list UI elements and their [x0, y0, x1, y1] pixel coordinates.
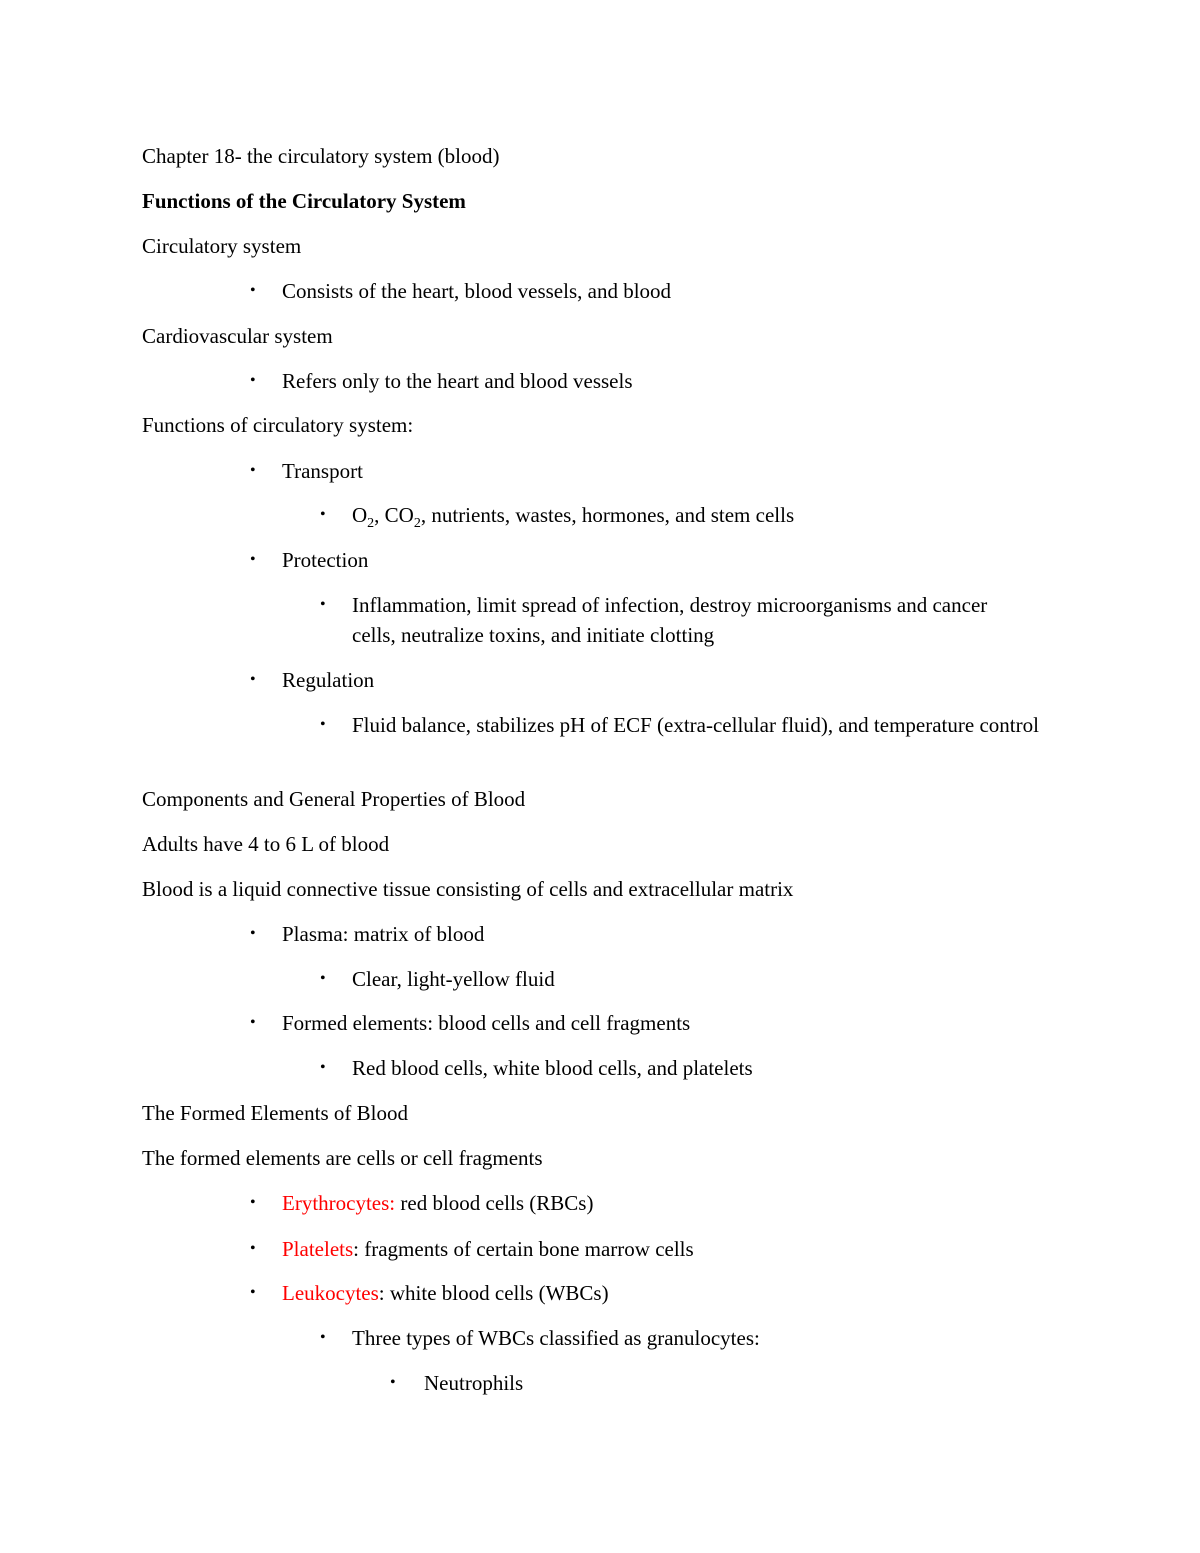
bullet-icon: • — [250, 1194, 256, 1211]
highlighted-term: Erythrocytes: — [282, 1191, 396, 1215]
bullet-icon: • — [250, 925, 256, 942]
chapter-title: Chapter 18- the circulatory system (blood) — [142, 144, 500, 168]
bullet-icon: • — [320, 596, 326, 613]
functions-label: Functions of circulatory system: — [142, 413, 414, 437]
list-item-protection: Protection — [282, 548, 369, 572]
list-item-formed-detail: Red blood cells, white blood cells, and platelets — [352, 1056, 753, 1080]
list-item-erythrocytes — [282, 1188, 593, 1218]
bullet-icon: • — [250, 1240, 256, 1257]
bullet-icon: • — [250, 372, 256, 389]
list-item: Consists of the heart, blood vessels, and blood — [282, 279, 672, 303]
list-item-plasma: Plasma: matrix of blood — [282, 922, 485, 946]
list-item-protection-detail: Inflammation, limit spread of infection, destroy microorganisms and cancer cells, neutralize toxins, and initiate clotting — [352, 593, 988, 647]
list-item-regulation-detail: Fluid balance, stabilizes pH of ECF (extra-cellular fluid), and temperature control — [352, 713, 1039, 737]
term-cardiovascular-system: Cardiovascular system — [142, 324, 333, 348]
term-definition: : white blood cells (WBCs) — [378, 1281, 609, 1305]
term-circulatory-system: Circulatory system — [142, 234, 302, 258]
o2-text: O — [352, 503, 368, 527]
bullet-icon: • — [320, 506, 326, 523]
subscript: 2 — [367, 516, 375, 532]
bullet-icon: • — [250, 462, 256, 479]
highlighted-term: Leukocytes — [282, 1281, 379, 1305]
transport-rest-text: , nutrients, wastes, hormones, and stem cells — [420, 503, 795, 527]
section-heading-components: Components and General Properties of Blood — [142, 787, 526, 811]
paragraph-blood-is: Blood is a liquid connective tissue consisting of cells and extracellular matrix — [142, 877, 794, 901]
list-item-regulation: Regulation — [282, 668, 375, 692]
paragraph-formed-intro: The formed elements are cells or cell fragments — [142, 1146, 543, 1170]
bullet-icon: • — [250, 551, 256, 568]
list-item-neutrophils: Neutrophils — [424, 1371, 524, 1395]
bullet-icon: • — [320, 1059, 326, 1076]
list-item-leukocytes — [282, 1278, 609, 1308]
list-item-formed-elements: Formed elements: blood cells and cell fragments — [282, 1011, 691, 1035]
list-item: Refers only to the heart and blood vessels — [282, 369, 633, 393]
list-item-wbc-types: Three types of WBCs classified as granulocytes: — [352, 1326, 760, 1350]
term-definition: : fragments of certain bone marrow cells — [353, 1237, 694, 1261]
list-item-plasma-detail: Clear, light-yellow fluid — [352, 967, 555, 991]
bullet-icon: • — [250, 282, 256, 299]
term-definition: red blood cells (RBCs) — [395, 1191, 594, 1215]
co2-text: , CO — [374, 503, 414, 527]
bullet-icon: • — [320, 970, 326, 987]
subscript: 2 — [413, 516, 421, 532]
section-heading-functions: Functions of the Circulatory System — [142, 189, 466, 213]
list-item-transport: Transport — [282, 459, 363, 483]
paragraph-adults-blood: Adults have 4 to 6 L of blood — [142, 832, 390, 856]
bullet-icon: • — [390, 1374, 396, 1391]
highlighted-term: Platelets — [282, 1237, 354, 1261]
list-item-platelets — [282, 1234, 694, 1264]
bullet-icon: • — [250, 1014, 256, 1031]
bullet-icon: • — [250, 1284, 256, 1301]
bullet-icon: • — [320, 1329, 326, 1346]
section-heading-formed: The Formed Elements of Blood — [142, 1101, 408, 1125]
bullet-icon: • — [250, 671, 256, 688]
list-item-transport-detail — [352, 500, 794, 530]
bullet-icon: • — [320, 716, 326, 733]
